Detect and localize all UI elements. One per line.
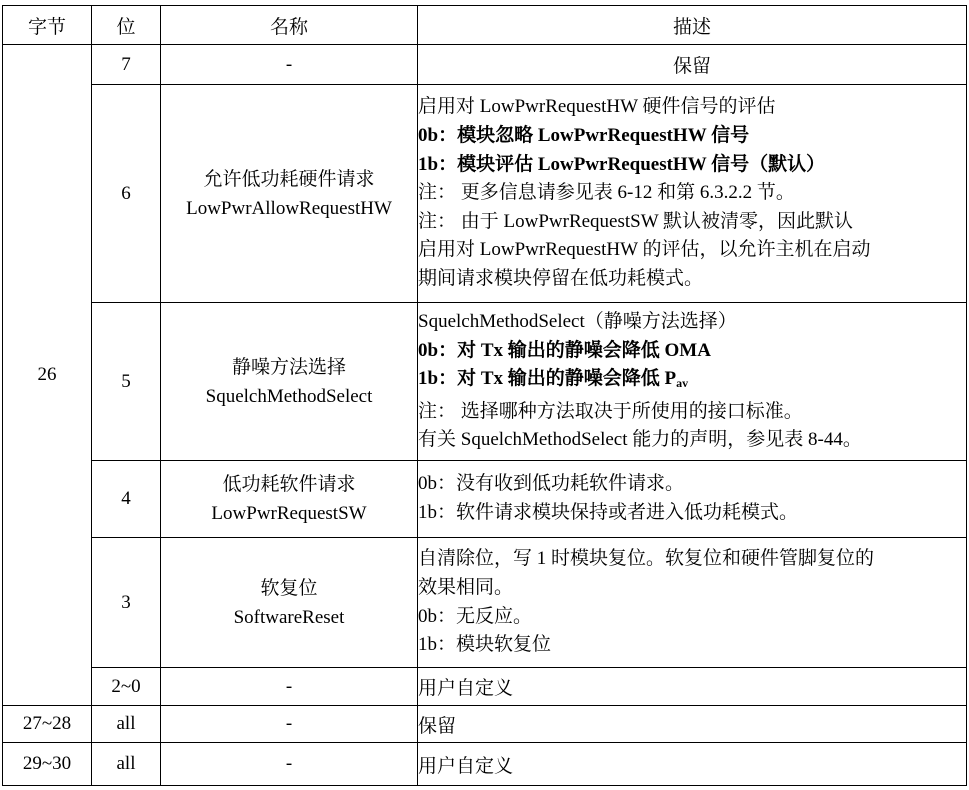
name-cn: 允许低功耗硬件请求	[203, 168, 375, 190]
name-cell: -	[161, 45, 418, 85]
name-en: LowPwrRequestSW	[211, 503, 367, 524]
table-row	[3, 743, 967, 786]
header-byte: 字节	[3, 6, 92, 45]
table-row	[3, 85, 967, 303]
bit-cell: 5	[92, 303, 161, 461]
desc-line: 0b：没有收到低功耗软件请求。	[418, 473, 685, 495]
table-row	[3, 668, 967, 706]
name-en: SquelchMethodSelect	[205, 385, 373, 407]
bit-cell: 2~0	[92, 668, 161, 706]
table-row	[3, 303, 967, 461]
bit-cell: all	[92, 706, 161, 743]
desc-line: 自清除位，写 1 时模块复位。软复位和硬件管脚复位的	[418, 548, 875, 570]
description-cell	[418, 85, 967, 303]
description-cell	[418, 461, 967, 538]
header-bit: 位	[92, 6, 161, 45]
name-cell: -	[161, 743, 418, 786]
table-row	[3, 461, 967, 538]
subscript-av: av	[676, 376, 689, 391]
desc-line: 1b：模块软复位	[418, 634, 552, 656]
description-cell	[418, 303, 967, 461]
desc-text: 1b：对 Tx 输出的静噪会降低 P	[418, 368, 677, 390]
header-row	[3, 6, 967, 45]
register-table	[2, 5, 967, 786]
name-cell	[161, 85, 418, 303]
byte-cell: 26	[3, 45, 92, 706]
table-row	[3, 538, 967, 668]
desc-line: 1b：软件请求模块保持或者进入低功耗模式。	[418, 502, 799, 523]
desc-line: SquelchMethodSelect（静噪方法选择）	[418, 311, 737, 333]
description-cell: 用户自定义	[418, 668, 967, 706]
desc-note: 注： 由于 LowPwrRequestSW 默认被清零，因此默认	[418, 210, 854, 232]
desc-line: 启用对 LowPwrRequestHW 硬件信号的评估	[418, 96, 776, 118]
description-cell	[418, 538, 967, 668]
desc-line: 有关 SquelchMethodSelect 能力的声明，参见表 8-44。	[418, 429, 862, 451]
desc-line	[418, 365, 966, 398]
name-cn: 软复位	[260, 577, 318, 599]
bit-cell: all	[92, 743, 161, 786]
desc-note: 注： 选择哪种方法取决于所使用的接口标准。	[418, 400, 803, 422]
desc-line: 期间请求模块停留在低功耗模式。	[418, 267, 704, 289]
desc-note: 注： 更多信息请参见表 6-12 和第 6.3.2.2 节。	[418, 182, 795, 204]
description-cell: 保留	[418, 706, 967, 743]
name-en: LowPwrAllowRequestHW	[186, 197, 392, 219]
name-cell	[161, 538, 418, 668]
bit-cell: 3	[92, 538, 161, 668]
desc-line: 0b：对 Tx 输出的静噪会降低 OMA	[418, 339, 711, 361]
name-cell	[161, 461, 418, 538]
byte-cell: 27~28	[3, 706, 92, 743]
table-row	[3, 45, 967, 85]
bit-cell: 6	[92, 85, 161, 303]
name-cell: -	[161, 706, 418, 743]
header-name: 名称	[161, 6, 418, 45]
header-description: 描述	[418, 6, 967, 45]
desc-line: 1b：模块评估 LowPwrRequestHW 信号（默认）	[418, 153, 826, 175]
description-cell: 保留	[418, 45, 967, 85]
bit-cell: 7	[92, 45, 161, 85]
table-row	[3, 706, 967, 743]
desc-line: 0b：模块忽略 LowPwrRequestHW 信号	[418, 125, 750, 147]
desc-line: 0b：无反应。	[418, 605, 533, 627]
name-cn: 静噪方法选择	[231, 356, 346, 378]
description-cell: 用户自定义	[418, 743, 967, 786]
name-cell: -	[161, 668, 418, 706]
bit-cell: 4	[92, 461, 161, 538]
byte-cell: 29~30	[3, 743, 92, 786]
name-cell	[161, 303, 418, 461]
name-en: SoftwareReset	[233, 606, 345, 628]
desc-line: 效果相同。	[418, 576, 514, 598]
name-cn: 低功耗软件请求	[222, 474, 356, 495]
desc-line: 启用对 LowPwrRequestHW 的评估，以允许主机在启动	[418, 239, 871, 261]
